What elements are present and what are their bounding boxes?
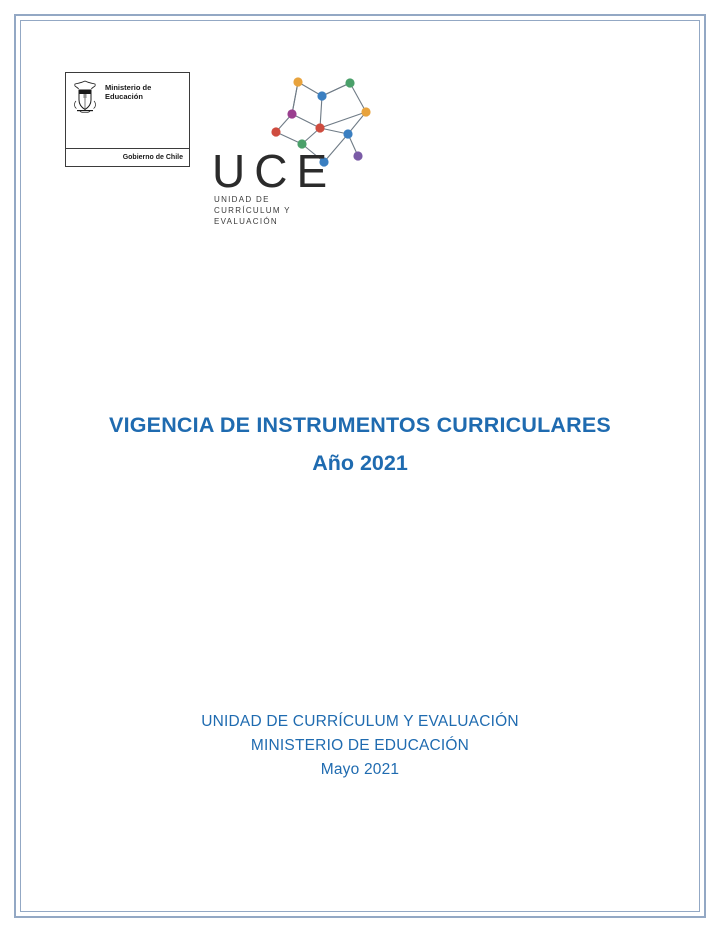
mineduc-logo [65, 72, 190, 167]
mineduc-line-1: Ministerio de [105, 83, 152, 92]
uce-subtitle-line-3: EVALUACIÓN [214, 217, 278, 226]
mineduc-line-2: Educación [105, 92, 143, 101]
uce-logo [208, 72, 418, 226]
uce-subtitle-line-2: CURRÍCULUM Y [214, 206, 291, 215]
footer-date: Mayo 2021 [320, 761, 400, 778]
page-title: VIGENCIA DE INSTRUMENTOS CURRICULARES [109, 413, 611, 437]
page-content [20, 20, 700, 912]
header-logos [65, 72, 418, 226]
title-block [20, 410, 700, 478]
mineduc-logo-footer: Gobierno de Chile [122, 154, 183, 161]
footer-block [20, 710, 700, 782]
mineduc-logo-top [66, 73, 189, 148]
coat-of-arms-icon [72, 80, 98, 114]
uce-acronym: UCE [212, 145, 337, 197]
footer-unit: UNIDAD DE CURRÍCULUM Y EVALUACIÓN [201, 713, 519, 730]
mineduc-logo-text [105, 83, 151, 101]
page-subtitle: Año 2021 [312, 451, 408, 475]
uce-subtitle-line-1: UNIDAD DE [214, 195, 270, 204]
footer-ministry: MINISTERIO DE EDUCACIÓN [250, 737, 470, 754]
uce-subtitle [214, 194, 291, 227]
